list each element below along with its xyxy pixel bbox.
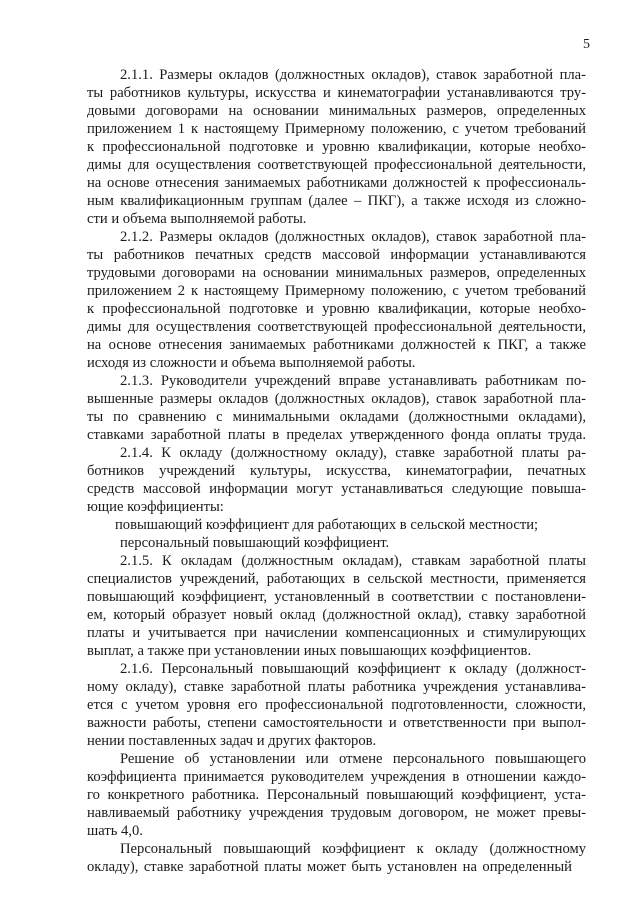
text-line: ты работников культуры, искусства и кинематографии устанавливаются тру-	[87, 85, 586, 101]
text-line: специалистов учреждений, работающих в сельской местности, применяется	[87, 571, 586, 587]
text-line: исходя из сложности и объема выполняемой работы.	[87, 355, 416, 371]
text-line: ставками заработной платы в пределах утвержденного фонда оплаты труда.	[87, 427, 586, 443]
text-line: 2.1.3. Руководители учреждений вправе устанавливать работникам по-	[120, 373, 586, 389]
text-line: навливаемый работнику учреждения трудовым договором, не может превы-	[87, 805, 586, 821]
text-line: 2.1.2. Размеры окладов (должностных окладов), ставок заработной пла-	[120, 229, 586, 245]
text-line: на основе отнесения занимаемых работниками должностей к профессиональ-	[87, 175, 586, 191]
text-line: димы для осуществления соответствующей профессиональной деятельности,	[87, 157, 586, 173]
text-line: ным квалификационным группам (далее – ПКГ), а также исходя из сложно-	[87, 193, 586, 209]
text-line: приложением 2 к настоящему Примерному положению, с учетом требований	[87, 283, 586, 299]
text-line: персональный повышающий коэффициент.	[120, 535, 390, 551]
text-line: ты работников печатных средств массовой информации устанавливаются	[87, 247, 586, 263]
text-line: 2.1.5. К окладам (должностным окладам), ставкам заработной платы	[120, 553, 586, 569]
text-line: нении поставленных задач и других факторов.	[87, 733, 377, 749]
text-line: выплат, а также при установлении иных повышающих коэффициентов.	[87, 643, 532, 659]
text-line: к профессиональной подготовке и уровню квалификации, которые необхо-	[87, 139, 586, 155]
text-line: повышающий коэффициент, установленный в соответствии с постановлени-	[87, 589, 586, 605]
text-line: важности работы, степени самостоятельности и ответственности при выпол-	[87, 715, 586, 731]
text-line: на основе отнесения занимаемых работниками должностей к ПКГ, а также	[87, 337, 586, 353]
text-line: Персональный повышающий коэффициент к окладу (должностному	[120, 841, 586, 857]
text-line: 2.1.1. Размеры окладов (должностных окладов), ставок заработной пла-	[120, 67, 586, 83]
text-line: 2.1.4. К окладу (должностному окладу), ставке заработной платы ра-	[120, 445, 586, 461]
text-line: к профессиональной подготовке и уровню квалификации, которые необхо-	[87, 301, 586, 317]
text-line: платы и учитывается при начислении компенсационных и стимулирующих	[87, 625, 586, 641]
text-line: ному окладу), ставке заработной платы работника учреждения устанавлива-	[87, 679, 586, 695]
text-line: ем, который образует новый оклад (должностной оклад), ставку заработной	[87, 607, 586, 623]
text-line: довыми договорами на основании минимальных размеров, определенных	[87, 103, 586, 119]
text-line: димы для осуществления соответствующей профессиональной деятельности,	[87, 319, 586, 335]
text-line: ты по сравнению с минимальными окладами (должностными окладами),	[87, 409, 586, 425]
text-line: окладу), ставке заработной платы может быть установлен на определенный	[87, 859, 572, 875]
page-number: 5	[583, 37, 590, 52]
text-line: приложением 1 к настоящему Примерному положению, с учетом требований	[87, 121, 586, 137]
text-line: шать 4,0.	[87, 823, 143, 839]
text-line: вышенные размеры окладов (должностных окладов), ставок заработной пла-	[87, 391, 586, 407]
text-line: ется с учетом уровня его профессиональной подготовленности, сложности,	[87, 697, 586, 713]
text-line: сти и объема выполняемой работы.	[87, 211, 307, 227]
text-line: ющие коэффициенты:	[87, 499, 224, 515]
text-line: ботников учреждений культуры, искусства, кинематографии, печатных	[87, 463, 586, 479]
text-line: коэффициента принимается руководителем учреждения в отношении каждо-	[87, 769, 586, 785]
text-line: средств массовой информации могут устанавливаться следующие повыша-	[87, 481, 586, 497]
text-line: повышающий коэффициент для работающих в сельской местности;	[115, 517, 539, 533]
text-line: го конкретного работника. Персональный повышающий коэффициент, уста-	[87, 787, 586, 803]
text-line: 2.1.6. Персональный повышающий коэффициент к окладу (должност-	[120, 661, 586, 677]
text-line: Решение об установлении или отмене персонального повышающего	[120, 751, 586, 767]
text-line: трудовыми договорами на основании минимальных размеров, определенных	[87, 265, 586, 281]
